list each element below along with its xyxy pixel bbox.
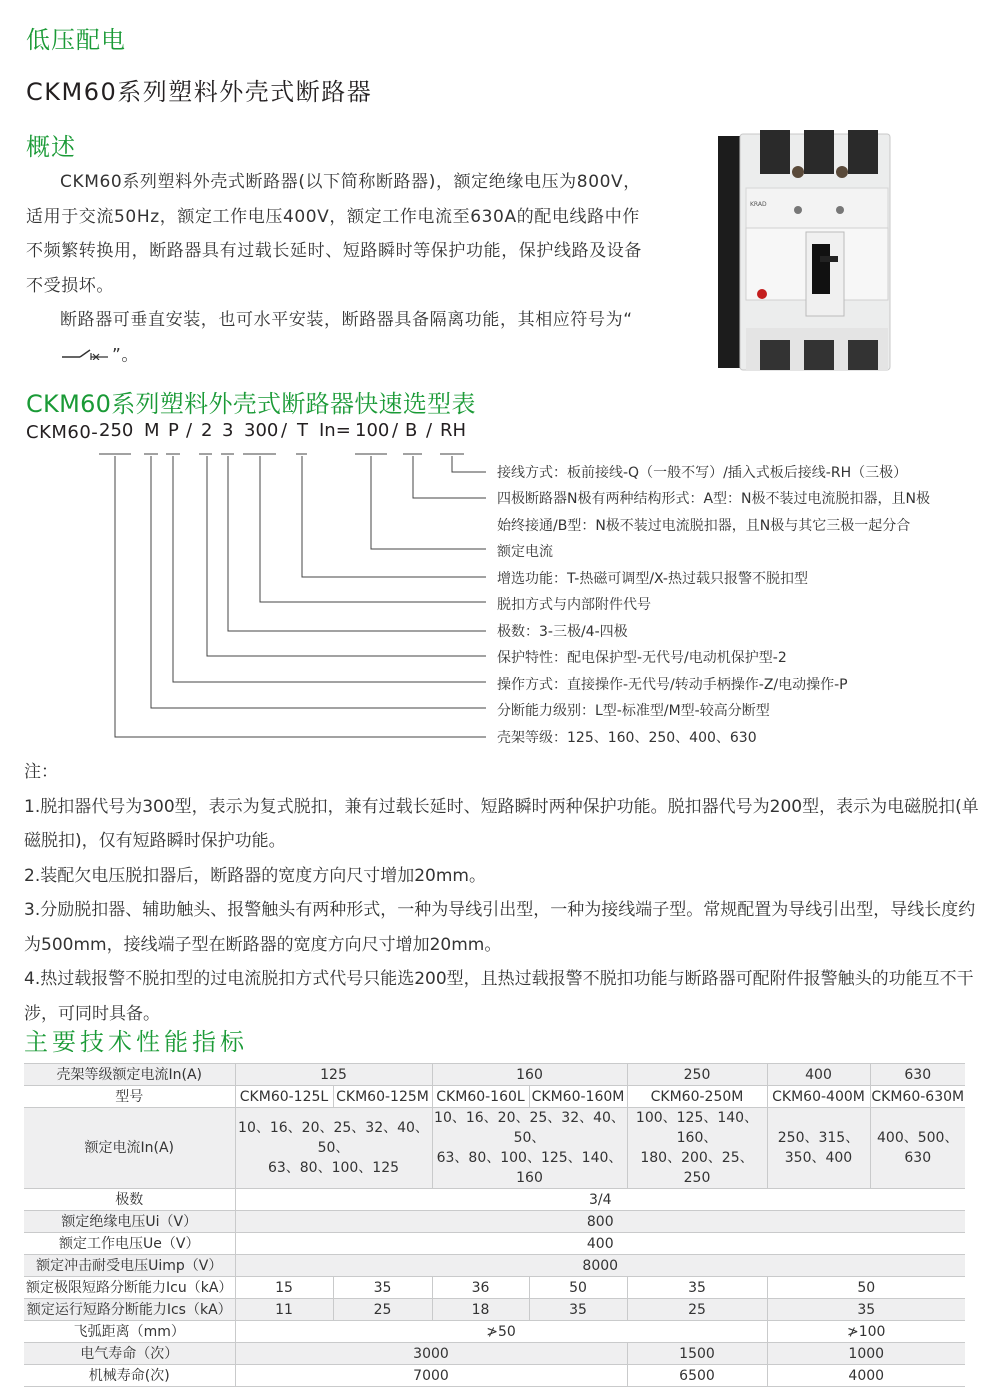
row-label: 壳架等级额定电流In(A)	[24, 1064, 235, 1086]
notes	[24, 755, 984, 1031]
note-item: 4.热过载报警不脱扣型的过电流脱扣方式代号只能选200型，且热过载报警不脱扣功能与断路器可配附件报警触头的功能互不干涉，可同时具备。	[24, 969, 974, 1024]
overview-paragraph-2	[26, 303, 656, 372]
icu-cell: 36	[432, 1277, 529, 1299]
icu-cell: 35	[333, 1277, 432, 1299]
code-separator: /	[186, 420, 193, 441]
model-cell: CKM60-160M	[529, 1086, 627, 1108]
model-cell: CKM60-630M	[870, 1086, 965, 1108]
open-quote: “	[623, 310, 633, 330]
code-connector-lines	[0, 440, 500, 750]
table-row-icu	[24, 1277, 965, 1299]
row-label: 额定电流In(A)	[24, 1108, 235, 1189]
code-segment-option: T	[297, 420, 308, 441]
electrical-life-cell: 1500	[627, 1343, 767, 1365]
row-label: 飞弧距离（mm）	[24, 1321, 235, 1343]
ics-cell: 11	[235, 1299, 333, 1321]
row-label: 额定绝缘电压Ui（V）	[24, 1211, 235, 1233]
table-row-electrical-life	[24, 1343, 965, 1365]
code-separator: /	[392, 420, 399, 441]
line: 100、125、140、160、	[635, 1110, 759, 1146]
legend-rated-current: 额定电流	[497, 544, 553, 560]
code-segment-wiring: RH	[440, 420, 467, 441]
spec-table	[24, 1063, 965, 1387]
note-item: 1.脱扣器代号为300型，表示为复式脱扣，兼有过载长延时、短路瞬时两种保护功能。脱扣器代号为200型，表示为电磁脱扣(单磁脱扣)，仅有短路瞬时保护功能。	[24, 796, 979, 851]
icu-cell: 50	[767, 1277, 965, 1299]
overview-paragraph-1: CKM60系列塑料外壳式断路器(以下简称断路器)，额定绝缘电压为800V，适用于交流50Hz，额定工作电压400V，额定工作电流至630A的配电线路中作不频繁转换用，断路器具有过载长延时、短路瞬时等保护功能，保护线路及设备不受损坏。	[26, 172, 642, 296]
model-cell: CKM60-125L	[235, 1086, 333, 1108]
line: 350、400	[784, 1150, 853, 1166]
legend-breaking: 分断能力级别：L型-标准型/M型-较高分断型	[497, 703, 770, 719]
ics-cell: 35	[529, 1299, 627, 1321]
legend-wiring: 接线方式：板前接线-Q（一般不写）/插入式板后接线-RH（三极）	[497, 465, 908, 481]
line: 10、16、20、25、32、40、50、	[238, 1120, 429, 1156]
code-segment-protection: 2	[201, 420, 213, 441]
model-cell: CKM60-160L	[432, 1086, 529, 1108]
rated-current-cell	[627, 1108, 767, 1189]
icu-cell: 35	[627, 1277, 767, 1299]
row-label: 额定运行短路分断能力Ics（kA）	[24, 1299, 235, 1321]
row-label: 电气寿命（次）	[24, 1343, 235, 1365]
legend-operation: 操作方式：直接操作-无代号/转动手柄操作-Z/电动操作-P	[497, 677, 848, 693]
row-label: 型号	[24, 1086, 235, 1108]
table-row-ue	[24, 1233, 965, 1255]
selection-heading: CKM60系列塑料外壳式断路器快速选型表	[26, 390, 476, 418]
line: 250、315、	[777, 1130, 860, 1146]
svg-text:KRAD: KRAD	[750, 201, 767, 208]
note-item: 2.装配欠电压脱扣器后，断路器的宽度方向尺寸增加20mm。	[24, 865, 486, 886]
code-segment-in-label: In=	[319, 420, 351, 441]
category-title: 低压配电	[26, 26, 126, 54]
product-image	[716, 128, 896, 376]
frame-cell: 160	[432, 1064, 627, 1086]
mechanical-life-cell: 7000	[235, 1365, 627, 1387]
code-segment-breaking: M	[144, 420, 160, 441]
legend-frame: 壳架等级：125、160、250、400、630	[497, 730, 757, 746]
icu-cell: 50	[529, 1277, 627, 1299]
legend-n-pole-line1: 四极断路器N极有两种结构形式：A型：N极不装过电流脱扣器，且N极	[497, 491, 930, 507]
electrical-life-cell: 3000	[235, 1343, 627, 1365]
code-separator: /	[426, 420, 433, 441]
table-row-ics	[24, 1299, 965, 1321]
legend-option: 增选功能：T-热磁可调型/X-热过载只报警不脱扣型	[497, 571, 808, 587]
code-separator: /	[281, 420, 288, 441]
mechanical-life-cell: 4000	[767, 1365, 965, 1387]
frame-cell: 400	[767, 1064, 870, 1086]
table-row-ui	[24, 1211, 965, 1233]
rated-current-cell	[767, 1108, 870, 1189]
icu-cell: 15	[235, 1277, 333, 1299]
uimp-cell: 8000	[235, 1255, 965, 1277]
rated-current-cell	[235, 1108, 432, 1189]
close-quote: ”。	[112, 344, 140, 365]
line: 63、80、100、125	[267, 1160, 400, 1176]
note-item: 3.分励脱扣器、辅助触头、报警触头有两种形式，一种为导线引出型，一种为接线端子型。常规配置为导线引出型，导线长度约为500mm，接线端子型在断路器的宽度方向尺寸增加20mm。	[24, 900, 976, 955]
ics-cell: 18	[432, 1299, 529, 1321]
model-cell: CKM60-250M	[627, 1086, 767, 1108]
row-label: 额定冲击耐受电压Uimp（V）	[24, 1255, 235, 1277]
product-title: CKM60系列塑料外壳式断路器	[26, 78, 373, 106]
overview-text	[26, 165, 656, 372]
frame-cell: 250	[627, 1064, 767, 1086]
code-segment-current: 100	[355, 420, 390, 441]
overview-paragraph-2-text: 断路器可垂直安装，也可水平安装，断路器具备隔离功能，其相应符号为	[60, 310, 624, 330]
line: 10、16、20、25、32、40、50、	[434, 1110, 625, 1146]
row-label: 机械寿命(次)	[24, 1365, 235, 1387]
poles-cell: 3/4	[235, 1189, 965, 1211]
electrical-life-cell: 1000	[767, 1343, 965, 1365]
row-label: 极数	[24, 1189, 235, 1211]
isolating-switch-symbol-icon	[26, 338, 112, 373]
code-segment-n-pole: B	[405, 420, 418, 441]
row-label: 额定工作电压Ue（V）	[24, 1233, 235, 1255]
rated-current-cell: 400、500、630	[870, 1108, 965, 1189]
arc-cell: ≯50	[235, 1321, 767, 1343]
table-row-mechanical-life	[24, 1365, 965, 1387]
row-label: 额定极限短路分断能力Icu（kA）	[24, 1277, 235, 1299]
code-segment-poles: 3	[222, 420, 234, 441]
frame-cell: 630	[870, 1064, 965, 1086]
performance-heading: 主要技术性能指标	[24, 1028, 248, 1056]
arc-cell: ≯100	[767, 1321, 965, 1343]
line: 180、200、25、250	[640, 1150, 754, 1186]
code-segment-operation: P	[168, 420, 179, 441]
notes-heading: 注：	[24, 762, 58, 782]
table-row-uimp	[24, 1255, 965, 1277]
ue-cell: 400	[235, 1233, 965, 1255]
legend-n-pole-line2: 始终接通/B型：N极不装过电流脱扣器，且N极与其它三极一起分合	[497, 518, 911, 534]
model-cell: CKM60-125M	[333, 1086, 432, 1108]
ics-cell: 25	[627, 1299, 767, 1321]
line: 63、80、100、125、140、160	[436, 1150, 623, 1186]
code-segment-trip: 300	[244, 420, 279, 441]
frame-cell: 125	[235, 1064, 432, 1086]
overview-heading: 概述	[26, 133, 76, 161]
table-row-model	[24, 1086, 965, 1108]
table-row-frame	[24, 1064, 965, 1086]
legend-trip: 脱扣方式与内部附件代号	[497, 597, 651, 613]
legend-protection: 保护特性：配电保护型-无代号/电动机保护型-2	[497, 650, 787, 666]
code-segment-frame: 250	[99, 420, 134, 441]
table-row-poles	[24, 1189, 965, 1211]
model-code-prefix: CKM60-	[26, 422, 99, 443]
table-row-arc	[24, 1321, 965, 1343]
rated-current-cell	[432, 1108, 627, 1189]
ics-cell: 25	[333, 1299, 432, 1321]
table-row-rated-current	[24, 1108, 965, 1189]
ics-cell: 35	[767, 1299, 965, 1321]
legend-poles: 极数：3-三极/4-四极	[497, 624, 628, 640]
mechanical-life-cell: 6500	[627, 1365, 767, 1387]
model-cell: CKM60-400M	[767, 1086, 870, 1108]
ui-cell: 800	[235, 1211, 965, 1233]
